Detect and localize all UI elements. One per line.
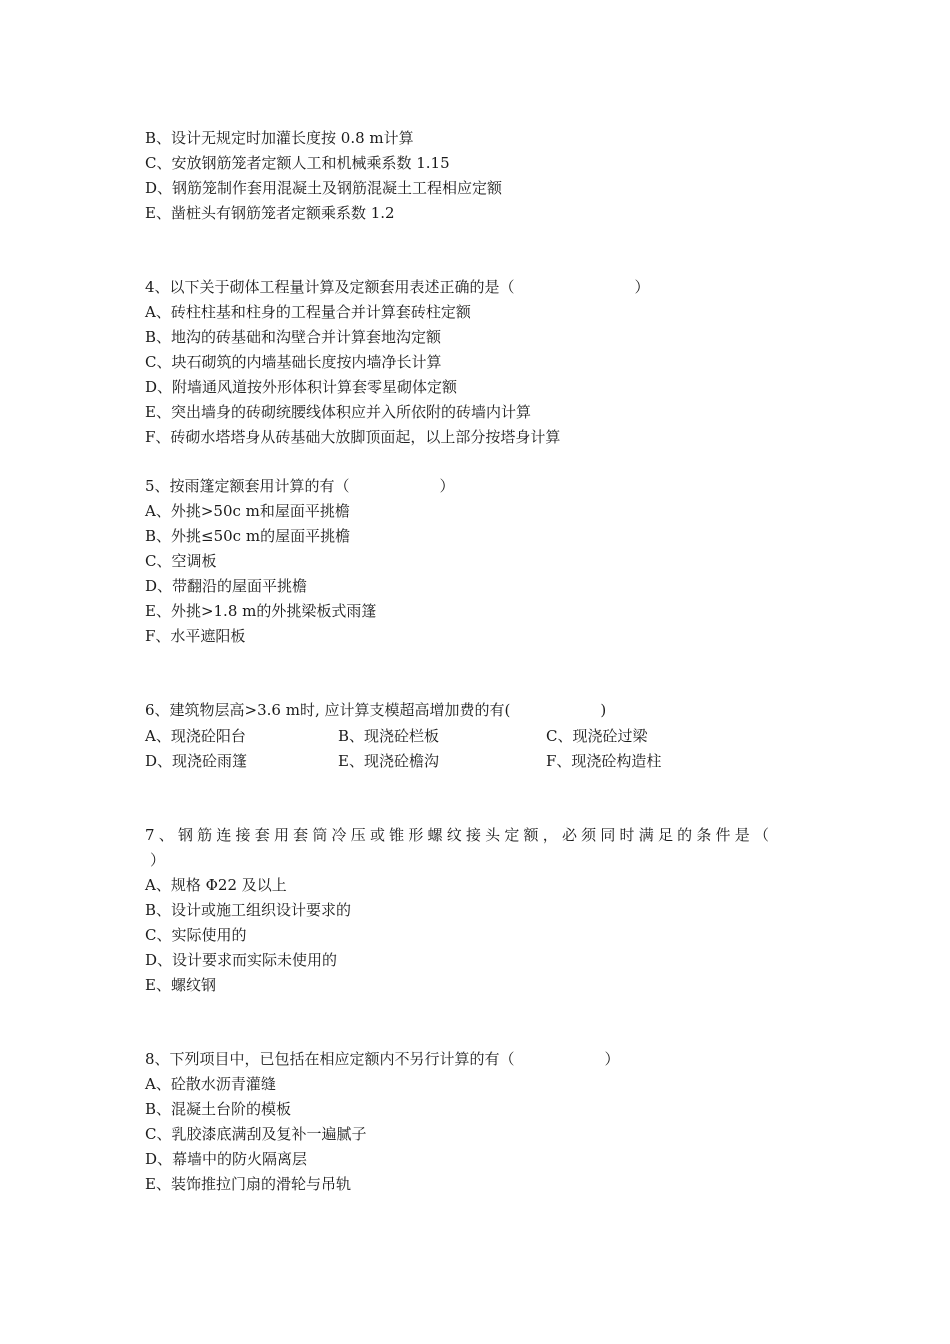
q7-option-d: D、设计要求而实际未使用的 (145, 951, 338, 969)
q7-question-line-2: ） (150, 851, 166, 869)
q6-option-b: B、现浇砼栏板 (338, 727, 440, 745)
q8-option-b: B、混凝土台阶的模板 (145, 1100, 292, 1118)
q5-option-f: F、水平遮阳板 (145, 627, 246, 645)
q6-option-c: C、现浇砼过梁 (546, 727, 648, 745)
q4-question: 4、以下关于砌体工程量计算及定额套用表述正确的是（ ） (145, 278, 650, 296)
q4-option-b: B、地沟的砖基础和沟壁合并计算套地沟定额 (145, 328, 442, 346)
q4-option-e: E、突出墙身的砖砌统腰线体积应并入所依附的砖墙内计算 (145, 403, 531, 421)
q7-option-c: C、实际使用的 (145, 926, 247, 944)
q5-option-d: D、带翻沿的屋面平挑檐 (145, 577, 308, 595)
q4-option-a: A、砖柱柱基和柱身的工程量合并计算套砖柱定额 (145, 303, 471, 321)
q8-option-d: D、幕墙中的防火隔离层 (145, 1150, 308, 1168)
q8-question: 8、下列项目中，已包括在相应定额内不另行计算的有（ ） (145, 1050, 620, 1068)
q5-option-c: C、空调板 (145, 552, 217, 570)
q6-question: 6、建筑物层高>3.6 m时, 应计算支模超高增加费的有( ) (145, 701, 607, 719)
q4-option-d: D、附墙通风道按外形体积计算套零星砌体定额 (145, 378, 458, 396)
q6-options-row-1 (145, 726, 845, 746)
q4-option-c: C、块石砌筑的内墙基础长度按内墙净长计算 (145, 353, 442, 371)
q6-option-d: D、现浇砼雨篷 (145, 752, 248, 770)
q6-option-a: A、现浇砼阳台 (145, 727, 246, 745)
q6-option-f: F、现浇砼构造柱 (546, 752, 662, 770)
q5-option-e: E、外挑>1.8 m的外挑梁板式雨篷 (145, 602, 377, 620)
q5-question: 5、按雨篷定额套用计算的有（ ） (145, 477, 455, 495)
q3-option-d: D、钢筋笼制作套用混凝土及钢筋混凝土工程相应定额 (145, 179, 503, 197)
q6-option-e: E、现浇砼檐沟 (338, 752, 439, 770)
q8-option-c: C、乳胶漆底满刮及复补一遍腻子 (145, 1125, 367, 1143)
q7-option-b: B、设计或施工组织设计要求的 (145, 901, 352, 919)
q6-options-row-2 (145, 751, 845, 771)
q3-option-b: B、设计无规定时加灌长度按 0.8 m计算 (145, 129, 414, 147)
q8-option-e: E、装饰推拉门扇的滑轮与吊轨 (145, 1175, 351, 1193)
q3-option-c: C、安放钢筋笼者定额人工和机械乘系数 1.15 (145, 154, 450, 172)
q7-question-line-1: 7、钢筋连接套用套筒冷压或锥形螺纹接头定额，必须同时满足的条件是（ (145, 826, 774, 844)
q7-option-e: E、螺纹钢 (145, 976, 216, 994)
q8-option-a: A、砼散水沥青灌缝 (145, 1075, 276, 1093)
q3-option-e: E、凿桩头有钢筋笼者定额乘系数 1.2 (145, 204, 395, 222)
q4-option-f: F、砖砌水塔塔身从砖基础大放脚顶面起，以上部分按塔身计算 (145, 428, 561, 446)
q5-option-a: A、外挑>50c m和屋面平挑檐 (145, 502, 350, 520)
q5-option-b: B、外挑≤50c m的屋面平挑檐 (145, 527, 351, 545)
q7-option-a: A、规格 Φ22 及以上 (145, 876, 287, 894)
